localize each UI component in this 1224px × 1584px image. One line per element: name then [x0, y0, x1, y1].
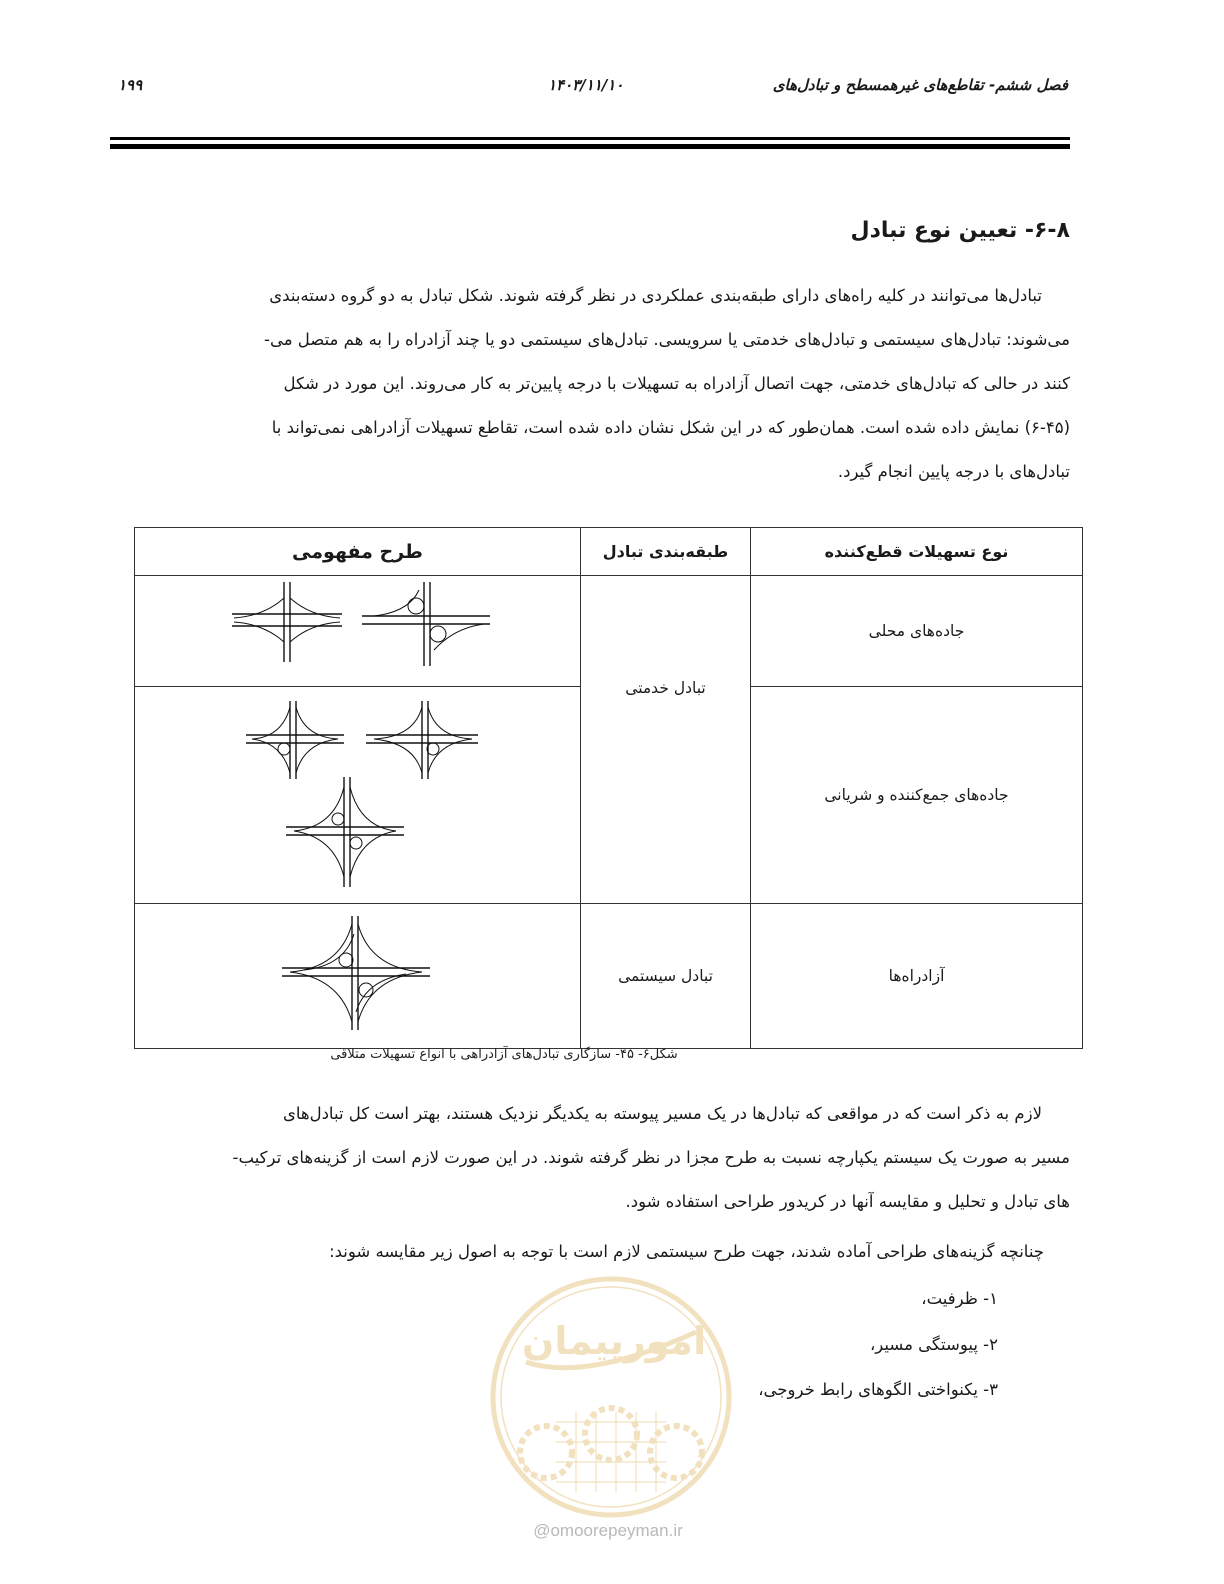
header-facility-type: نوع تسهیلات قطع‌کننده [751, 528, 1083, 576]
cell-freeways: آزادراه‌ها [751, 904, 1083, 1049]
paragraph-line: تبادل‌های با درجه پایین انجام گیرد. [837, 462, 1070, 481]
header-concept-design: طرح مفهومی [135, 528, 581, 576]
paragraph-line: تبادل‌ها می‌توانند در کلیه راه‌های دارای طبقه‌بندی عملکردی در نظر گرفته شوند. شکل تبادل به دو گروه دسته‌بندی [269, 286, 1042, 305]
cell-service-interchange [581, 576, 751, 904]
service-interchange-label: تبادل خدمتی [625, 678, 706, 697]
interchange-variant-c-icon [286, 777, 404, 887]
header-rule-bottom [110, 144, 1070, 149]
system-interchange-icon [282, 916, 430, 1030]
paragraph-line: های تبادل و تحلیل و مقایسه آنها در کریدور طراحی استفاده شود. [625, 1192, 1070, 1211]
svg-text:امورپیمان: امورپیمان [521, 1319, 707, 1363]
list-item-capacity: ۱- ظرفیت، [921, 1289, 998, 1308]
paragraph-line: کنند در حالی که تبادل‌های خدمتی، جهت اتصال آزادراه به تسهیلات با درجه پایین‌تر به کار می‌روند. این مورد در شکل [283, 374, 1070, 393]
header-rule-top [110, 137, 1070, 140]
header-date: ۱۴۰۳/۱۱/۱۰ [548, 76, 624, 94]
interchange-variant-b-icon [366, 701, 478, 779]
figure-caption: شکل۶- ۴۵- سازگاری تبادل‌های آزادراهی با انواع تسهیلات متلاقی [330, 1047, 678, 1062]
system-interchange-diagram [134, 904, 580, 1044]
watermark-url: @omoorepeyman.ir [533, 1521, 683, 1540]
paragraph-1 [112, 274, 1070, 494]
list-item-route-continuity: ۲- پیوستگی مسیر، [869, 1335, 998, 1354]
section-title: ۶-۸- تعیین نوع تبادل [850, 218, 1070, 243]
page-number: ۱۹۹ [118, 76, 143, 94]
diamond-interchange-icon [232, 582, 342, 662]
cell-collector-arterial: جاده‌های جمع‌کننده و شریانی [751, 687, 1083, 904]
cell-diagram-collector [135, 687, 581, 904]
header-classification: طبقه‌بندی تبادل [581, 528, 751, 576]
partial-cloverleaf-icon [362, 582, 490, 666]
interchange-variant-a-icon [246, 701, 344, 779]
paragraph-line: مسیر به صورت یک سیستم یکپارچه نسبت به طرح مجزا در نظر گرفته شوند. در این صورت لازم است از گزینه‌های ترکیب- [232, 1148, 1070, 1167]
diamond-and-parclo-diagram [134, 576, 580, 682]
paragraph-line: می‌شوند: تبادل‌های سیستمی و تبادل‌های خدمتی یا سرویسی. تبادل‌های سیستمی دو یا چند آزادراه را به هم متصل می- [263, 330, 1070, 349]
cell-local-roads: جاده‌های محلی [751, 576, 1083, 687]
chapter-title: فصل ششم- تقاطع‌های غیرهمسطح و تبادل‌های [772, 76, 1068, 94]
cell-system-interchange: تبادل سیستمی [581, 904, 751, 1049]
partial-cloverleaf-variants-diagram [134, 687, 580, 899]
list-item-exit-uniformity: ۳- یکنواختی الگوهای رابط خروجی، [758, 1380, 998, 1399]
cell-diagram-freeway [135, 904, 581, 1049]
watermark-logo [486, 1272, 736, 1522]
paragraph-2 [112, 1092, 1070, 1224]
intro-line: چنانچه گزینه‌های طراحی آماده شدند، جهت طرح سیستمی لازم است با توجه به اصول زیر مقایسه شوند: [329, 1242, 1044, 1261]
interchange-table [134, 527, 1083, 1049]
cell-diagram-local [135, 576, 581, 687]
paragraph-line: لازم به ذکر است که در مواقعی که تبادل‌ها در یک مسیر پیوسته به یکدیگر نزدیک هستند، بهتر است کل تبادل‌های [282, 1104, 1042, 1123]
paragraph-line: (۶-۴۵) نمایش داده شده است. همان‌طور که در این شکل نشان داده شده است، تقاطع تسهیلات آزادراهی نمی‌تواند با [271, 418, 1070, 437]
